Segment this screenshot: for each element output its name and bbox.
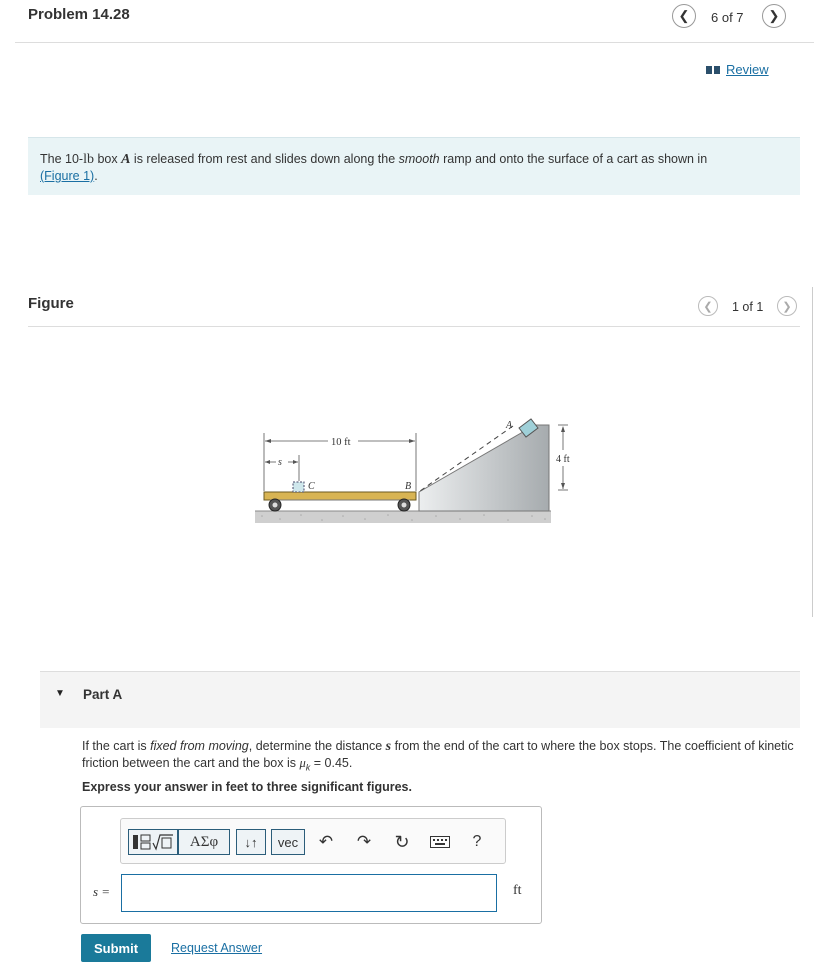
templates-icon <box>132 833 174 851</box>
figure-pager-text: 1 of 1 <box>732 300 764 314</box>
intro-text: The 10- <box>40 152 84 166</box>
redo-icon[interactable]: ↷ <box>356 832 372 851</box>
question-text: from the end of the cart to where the box stops. The coefficient of kinetic friction between the cart and the box is <box>82 739 794 770</box>
arrowhead <box>265 439 271 443</box>
cart-wheel-left <box>269 499 281 511</box>
arrowhead <box>409 439 415 443</box>
label-10ft: 10 ft <box>331 437 351 448</box>
vec-button[interactable]: vec <box>271 829 305 855</box>
math-toolbar <box>120 818 506 864</box>
arrows-button[interactable]: ↓↑ <box>236 829 266 855</box>
intro-text: ramp and onto the surface of a cart as shown in <box>439 152 708 166</box>
arrowhead <box>265 460 270 464</box>
cart-platform <box>264 492 416 500</box>
part-a-question <box>82 738 794 776</box>
label-b: B <box>405 481 412 492</box>
reset-icon[interactable]: ↻ <box>394 831 410 852</box>
triangle-down-icon[interactable]: ▼ <box>55 688 65 699</box>
chevron-right-icon: ❯ <box>782 300 792 313</box>
undo-icon[interactable]: ↶ <box>318 832 334 851</box>
label-4ft: 4 ft <box>556 454 570 465</box>
answer-input[interactable] <box>121 874 497 912</box>
help-button[interactable]: ? <box>472 833 482 850</box>
chevron-left-icon: ❮ <box>703 300 713 313</box>
input-label: s = <box>93 884 111 899</box>
cart-wheel-right <box>398 499 410 511</box>
answer-variable-label <box>93 884 110 900</box>
problem-title: Problem 14.28 <box>28 6 130 23</box>
templates-button[interactable] <box>128 829 178 855</box>
box-c-dashed <box>293 482 304 492</box>
box-name: A <box>121 152 131 167</box>
problem-pager-text: 6 of 7 <box>711 10 744 25</box>
chevron-left-icon: ❮ <box>678 8 690 23</box>
figure-heading: Figure <box>28 295 74 312</box>
ramp <box>419 425 549 511</box>
submit-button[interactable]: Submit <box>81 934 151 962</box>
arrowhead <box>293 460 298 464</box>
question-fixed: fixed from moving <box>150 739 249 753</box>
arrowhead <box>561 426 565 432</box>
question-text: , determine the distance <box>248 739 386 753</box>
request-answer-link[interactable]: Request Answer <box>171 941 263 955</box>
smooth-word: smooth <box>398 152 440 166</box>
keyboard-icon[interactable] <box>428 829 452 855</box>
review-label: Review <box>726 62 769 77</box>
intro-text: box <box>93 152 122 166</box>
label-a: A <box>506 420 513 431</box>
unit-label: ft <box>513 883 522 898</box>
arrowhead <box>561 483 565 489</box>
figure-link[interactable]: (Figure 1) <box>40 169 95 183</box>
unit-lb: lb <box>83 152 94 167</box>
part-a-label[interactable]: Part A <box>83 687 123 702</box>
label-s: s <box>278 457 282 468</box>
label-c: C <box>308 481 315 492</box>
mu-sub: k <box>305 762 311 773</box>
question-s: s <box>385 739 392 754</box>
greek-button[interactable]: ΑΣφ <box>178 829 230 855</box>
ground <box>255 511 551 523</box>
answer-instruction: Express your answer in feet to three significant figures. <box>82 780 412 794</box>
part-a-header[interactable] <box>40 671 800 728</box>
intro-text: is released from rest and slides down along the <box>130 152 399 166</box>
mu-symbol: μ <box>299 756 306 770</box>
chevron-right-icon: ❯ <box>768 8 780 23</box>
intro-text: . <box>94 169 98 183</box>
question-text: If the cart is <box>82 739 151 753</box>
question-text: = 0.45. <box>310 756 353 770</box>
